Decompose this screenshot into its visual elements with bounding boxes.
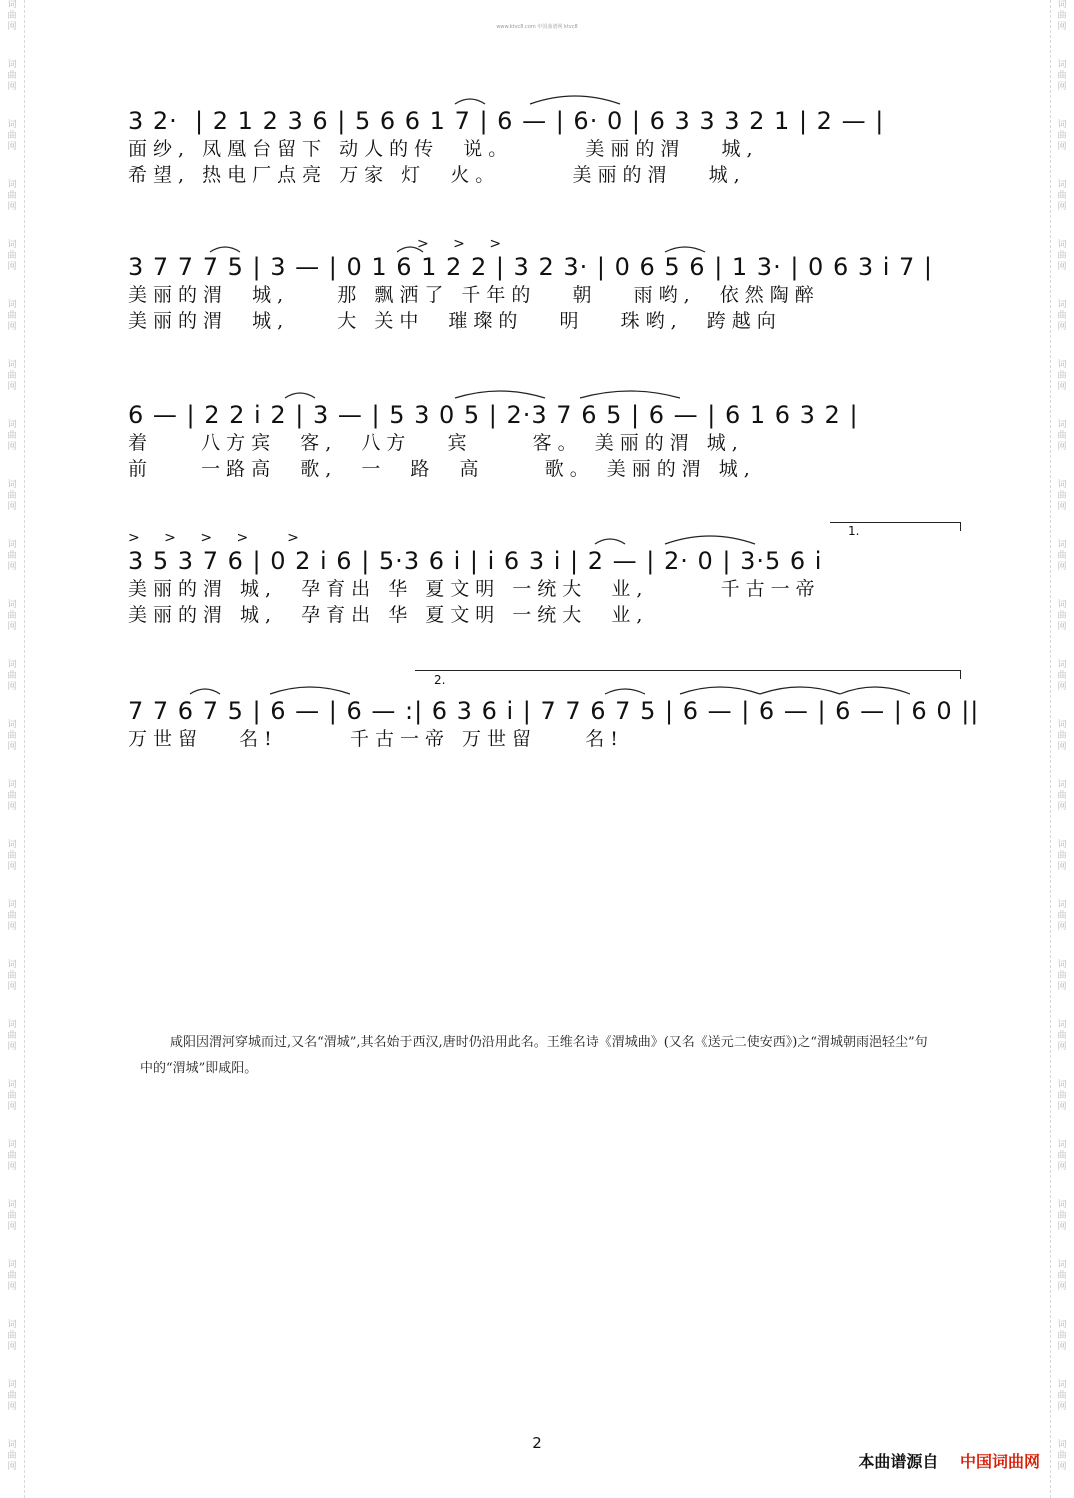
watermark-char: 词 [1057,120,1067,130]
watermark-char: 曲 [1057,1331,1067,1341]
watermark-char: 曲 [7,491,17,501]
watermark-char: 网 [1057,742,1067,752]
accent-marks: > > > [128,236,512,252]
watermark-char: 词 [7,840,17,850]
watermark-char: 曲 [7,1031,17,1041]
watermark-char: 词 [1057,960,1067,970]
watermark-char: 网 [7,142,17,152]
watermark-char: 词 [1057,1380,1067,1390]
watermark-char: 词 [1057,840,1067,850]
slur [680,687,760,694]
watermark-char: 网 [1057,982,1067,992]
watermark-char: 网 [1057,1282,1067,1292]
watermark-char: 网 [1057,562,1067,572]
watermark-char: 曲 [7,1391,17,1401]
watermark-char: 词 [1057,0,1067,10]
source-label: 本曲谱源自 [858,1452,939,1471]
watermark-char: 曲 [7,131,17,141]
source-brand-link[interactable]: 中国词曲网 [959,1452,1040,1471]
lyric-verse-1: 万世留 名! 千古一帝 万世留 名! [128,728,624,750]
watermark-char: 曲 [7,1091,17,1101]
watermark-char: 网 [7,322,17,332]
watermark-char: 网 [1057,1342,1067,1352]
slur [580,391,680,398]
watermark-char: 曲 [1057,1451,1067,1461]
watermark-char: 网 [1057,922,1067,932]
watermark-char: 网 [1057,82,1067,92]
watermark-char: 曲 [7,671,17,681]
watermark-char: 词 [7,480,17,490]
watermark-char: 网 [7,982,17,992]
watermark-char: 网 [1057,1222,1067,1232]
watermark-char: 网 [1057,622,1067,632]
watermark-char: 网 [1057,1402,1067,1412]
watermark-char: 网 [1057,1102,1067,1112]
notation-line: 6 — | 2 2 i 2 | 3 — | 5 3 0 5 | 2·3 7 6 5 | 6 — | 6 1 6 3 2 | [128,401,859,429]
watermark-char: 网 [7,202,17,212]
slur [270,687,350,694]
watermark-char: 词 [7,300,17,310]
watermark-char: 词 [7,1140,17,1150]
slur [760,687,840,694]
watermark-char: 曲 [1057,611,1067,621]
watermark-char: 词 [7,60,17,70]
watermark-char: 词 [7,960,17,970]
lyric-verse-1: 美丽的渭 城, 那 飘洒了 千年的 朝 雨哟, 依然陶醉 [128,284,820,306]
watermark-char: 曲 [1057,731,1067,741]
slur [285,393,315,398]
watermark-char: 曲 [1057,71,1067,81]
footnote-text: 咸阳因渭河穿城而过,又名“渭城”,其名始于西汉,唐时仍沿用此名。王维名诗《渭城曲》(又名《送元二使安西》)之“渭城朝雨浥轻尘”句中的“渭城”即咸阳。 [140,1035,928,1076]
watermark-char: 曲 [7,911,17,921]
watermark-char: 网 [1057,382,1067,392]
watermark-char: 词 [1057,480,1067,490]
watermark-char: 网 [7,862,17,872]
watermark-char: 词 [1057,240,1067,250]
watermark-char: 曲 [1057,491,1067,501]
lyric-verse-2: 美丽的渭 城, 孕育出 华 夏文明 一统大 业, [128,604,649,626]
lyric-verse-1: 面纱, 凤凰台留下 动人的传 说。 美丽的渭 城, [128,138,759,160]
watermark-char: 网 [7,22,17,32]
accent-marks: > > > > > [128,530,309,546]
watermark-char: 词 [1057,420,1067,430]
watermark-char: 曲 [1057,851,1067,861]
watermark-char: 词 [7,360,17,370]
watermark-char: 网 [7,502,17,512]
watermark-char: 词 [7,1320,17,1330]
header-note: www.ktvc8.com 中国曲谱网 ktvc8 [496,24,578,30]
watermark-char: 网 [1057,682,1067,692]
watermark-char: 网 [1057,262,1067,272]
lyric-verse-1: 美丽的渭 城, 孕育出 华 夏文明 一统大 业, 千古一帝 [128,578,821,600]
watermark-char: 词 [7,0,17,10]
watermark-char: 曲 [7,791,17,801]
watermark-char: 网 [7,682,17,692]
slur [665,536,755,544]
watermark-char: 网 [1057,1462,1067,1472]
watermark-char: 曲 [7,551,17,561]
watermark-char: 曲 [1057,371,1067,381]
lyric-verse-2: 希望, 热电厂点亮 万家 灯 火。 美丽的渭 城, [128,164,746,186]
lyric-verse-2: 前 一路高 歌, 一 路 高 歌。 美丽的渭 城, [128,458,756,480]
watermark-char: 曲 [7,731,17,741]
watermark-char: 曲 [1057,1271,1067,1281]
footnote [140,1030,940,1082]
watermark-char: 词 [1057,1440,1067,1450]
slur [397,247,423,252]
watermark-char: 曲 [1057,311,1067,321]
slur [595,539,625,544]
watermark-char: 曲 [1057,551,1067,561]
watermark-char: 网 [1057,22,1067,32]
watermark-char: 网 [7,922,17,932]
notation-line: 3 7 7 7 5 | 3 — | 0 1 6 1 2 2 | 3 2 3· | 0 6 5 6 | 1 3· | 0 6 3 i 7 | [128,253,934,281]
first-ending-label: 1. [848,524,860,538]
lyric-verse-2: 美丽的渭 城, 大 关中 璀璨的 明 珠哟, 跨越向 [128,310,782,332]
watermark-char: 曲 [1057,11,1067,21]
watermark-char: 词 [7,180,17,190]
watermark-char: 词 [7,1260,17,1270]
watermark-char: 网 [1057,1162,1067,1172]
watermark-char: 网 [7,442,17,452]
watermark-char: 词 [1057,60,1067,70]
watermark-char: 词 [7,540,17,550]
watermark-char: 词 [1057,540,1067,550]
watermark-char: 网 [7,1402,17,1412]
watermark-char: 曲 [7,1151,17,1161]
watermark-char: 词 [7,720,17,730]
watermark-char: 网 [7,742,17,752]
slur [665,247,705,252]
watermark-char: 曲 [1057,1031,1067,1041]
watermark-char: 曲 [7,1211,17,1221]
watermark-char: 曲 [7,11,17,21]
watermark-char: 网 [7,82,17,92]
second-ending-label: 2. [434,673,446,687]
watermark-char: 曲 [1057,1211,1067,1221]
notation-line: 7 7 6 7 5 | 6 — | 6 — :| 6 3 6 i | 7 7 6 7 5 | 6 — | 6 — | 6 — | 6 0 || [128,697,980,725]
watermark-char: 词 [1057,1020,1067,1030]
slur [455,391,545,398]
watermark-char: 词 [1057,1260,1067,1270]
watermark-char: 词 [1057,720,1067,730]
watermark-char: 曲 [7,1271,17,1281]
watermark-char: 网 [1057,862,1067,872]
watermark-char: 词 [1057,900,1067,910]
watermark-char: 曲 [7,1451,17,1461]
slur [455,99,485,104]
watermark-char: 曲 [7,311,17,321]
watermark-char: 曲 [1057,791,1067,801]
watermark-char: 词 [1057,600,1067,610]
watermark-char: 曲 [7,971,17,981]
watermark-char: 曲 [1057,131,1067,141]
watermark-char: 词 [1057,780,1067,790]
watermark-char: 网 [7,382,17,392]
watermark-char: 网 [7,622,17,632]
watermark-char: 词 [7,120,17,130]
notation-line: 3 5 3 7 6 | 0 2 i 6 | 5·3 6 i | i 6 3 i | 2 — | 2· 0 | 3·5 6 i [128,547,823,575]
watermark-char: 词 [1057,660,1067,670]
watermark-char: 曲 [1057,251,1067,261]
watermark-char: 词 [7,900,17,910]
watermark-char: 词 [1057,300,1067,310]
watermark-char: 网 [1057,502,1067,512]
lyric-verse-1: 着 八方宾 客, 八方 宾 客。 美丽的渭 城, [128,432,744,454]
watermark-char: 词 [7,660,17,670]
watermark-char: 词 [7,600,17,610]
watermark-char: 曲 [7,1331,17,1341]
watermark-char: 网 [1057,442,1067,452]
watermark-char: 词 [1057,1140,1067,1150]
watermark-char: 网 [1057,142,1067,152]
watermark-char: 曲 [1057,1391,1067,1401]
slur [190,689,220,694]
watermark-char: 曲 [1057,1151,1067,1161]
watermark-char: 词 [7,1440,17,1450]
page-number: 2 [532,1434,542,1452]
watermark-char: 网 [7,1222,17,1232]
slur [605,689,645,694]
watermark-char: 网 [7,1042,17,1052]
watermark-char: 词 [7,780,17,790]
watermark-char: 曲 [1057,1091,1067,1101]
watermark-char: 词 [7,1200,17,1210]
watermark-char: 网 [1057,322,1067,332]
watermark-char: 网 [7,1282,17,1292]
watermark-char: 词 [7,1380,17,1390]
watermark-char: 曲 [1057,671,1067,681]
watermark-char: 网 [7,1462,17,1472]
watermark-char: 曲 [7,191,17,201]
watermark-char: 词 [7,1020,17,1030]
watermark-char: 网 [1057,802,1067,812]
watermark-char: 词 [7,1080,17,1090]
watermark-char: 词 [1057,360,1067,370]
watermark-char: 曲 [1057,431,1067,441]
watermark-char: 曲 [7,251,17,261]
watermark-char: 曲 [7,71,17,81]
watermark-char: 网 [1057,202,1067,212]
watermark-char: 网 [7,1102,17,1112]
watermark-char: 词 [7,420,17,430]
watermark-char: 曲 [7,431,17,441]
watermark-char: 词 [1057,180,1067,190]
watermark-char: 曲 [1057,971,1067,981]
slur [210,247,240,252]
watermark-char: 曲 [1057,191,1067,201]
watermark-char: 词 [7,240,17,250]
watermark-char: 曲 [7,611,17,621]
slur [840,687,910,694]
watermark-char: 曲 [7,851,17,861]
notation-line: 3 2· | 2 1 2 3 6 | 5 6 6 1 7 | 6 — | 6· 0 | 6 3 3 3 2 1 | 2 — | [128,107,885,135]
source-credit [858,1449,1040,1472]
watermark-char: 曲 [7,371,17,381]
watermark-char: 词 [1057,1320,1067,1330]
watermark-char: 词 [1057,1080,1067,1090]
watermark-char: 网 [7,1342,17,1352]
watermark-char: 网 [7,262,17,272]
watermark-char: 网 [7,1162,17,1172]
watermark-char: 网 [1057,1042,1067,1052]
watermark-char: 网 [7,562,17,572]
watermark-char: 词 [1057,1200,1067,1210]
watermark-char: 网 [7,802,17,812]
watermark-char: 曲 [1057,911,1067,921]
slur [530,96,620,104]
